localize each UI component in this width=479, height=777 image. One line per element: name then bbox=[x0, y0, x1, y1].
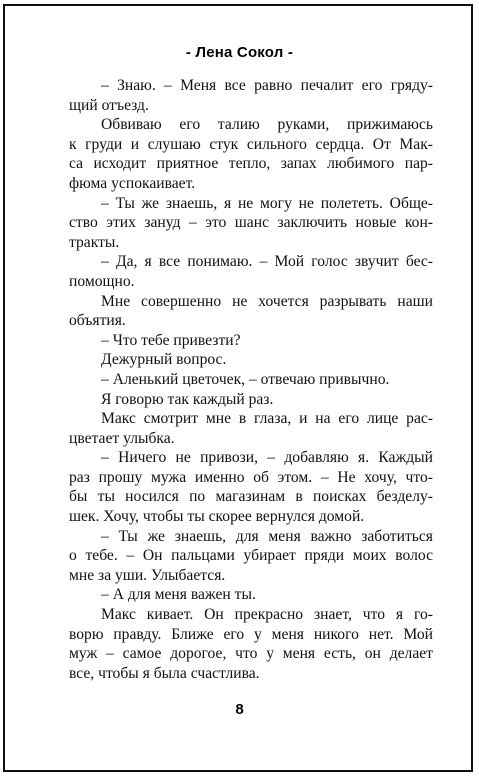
text-line: – Ты же знаешь, для меня важно заботиться bbox=[101, 527, 433, 545]
text-line: – Аленький цветочек, – отвечаю привычно. bbox=[101, 370, 390, 388]
text-line: бы ты носился по магазинам в поисках безделу- bbox=[69, 488, 433, 506]
text-line: мне за уши. Улыбается. bbox=[69, 566, 226, 584]
text-line: Обвиваю его талию руками, прижимаюсь bbox=[101, 116, 433, 134]
text-line: – Ничего не привози, – добавляю я. Каждый bbox=[101, 449, 433, 467]
text-line: шек. Хочу, чтобы ты скорее вернулся домой. bbox=[69, 508, 365, 526]
text-line: ворю правду. Ближе его у меня никого нет. Мой bbox=[69, 625, 433, 643]
text-line: Макс кивает. Он прекрасно знает, что я го- bbox=[101, 606, 433, 624]
text-line: – Знаю. – Меня все равно печалит его гряду- bbox=[101, 77, 433, 94]
running-header: - Лена Сокол - bbox=[185, 44, 294, 61]
text-line: цветает улыбка. bbox=[69, 429, 175, 447]
text-line: – А для меня важен ты. bbox=[101, 586, 256, 604]
text-line: – Ты же знаешь, я не могу не полететь. Обще- bbox=[101, 194, 433, 212]
text-line: Дежурный вопрос. bbox=[101, 351, 227, 369]
text-line: помощно. bbox=[69, 272, 135, 290]
text-line: тракты. bbox=[69, 233, 120, 251]
text-line: – Что тебе привезти? bbox=[101, 331, 241, 349]
text-line: Мне совершенно не хочется разрывать наши bbox=[101, 292, 433, 310]
text-line: Я говорю так каждый раз. bbox=[101, 390, 274, 408]
text-line: муж – самое дорогое, что у меня есть, он делает bbox=[69, 645, 433, 663]
body-text bbox=[69, 76, 433, 683]
text-line: Макс смотрит мне в глаза, и на его лице рас- bbox=[101, 410, 433, 428]
text-line: са исходит приятное тепло, запах любимого пар- bbox=[69, 155, 433, 173]
text-line: фюма успокаивает. bbox=[69, 174, 196, 192]
text-line: раз прошу мужа именно об этом. – Не хочу, что- bbox=[69, 468, 433, 486]
text-line: ство этих зануд – это шанс заключить новые кон- bbox=[69, 214, 433, 232]
text-line: к груди и слушаю стук сильного сердца. От Мак- bbox=[69, 135, 433, 153]
text-line: о тебе. – Он пальцами убирает пряди моих волос bbox=[69, 547, 433, 565]
text-line: объятия. bbox=[69, 312, 126, 330]
text-line: щий отъезд. bbox=[69, 96, 149, 114]
text-line: – Да, я все понимаю. – Мой голос звучит бес- bbox=[101, 253, 433, 271]
text-line: все, чтобы я была счастлива. bbox=[69, 664, 260, 682]
page-number: 8 bbox=[235, 701, 244, 718]
